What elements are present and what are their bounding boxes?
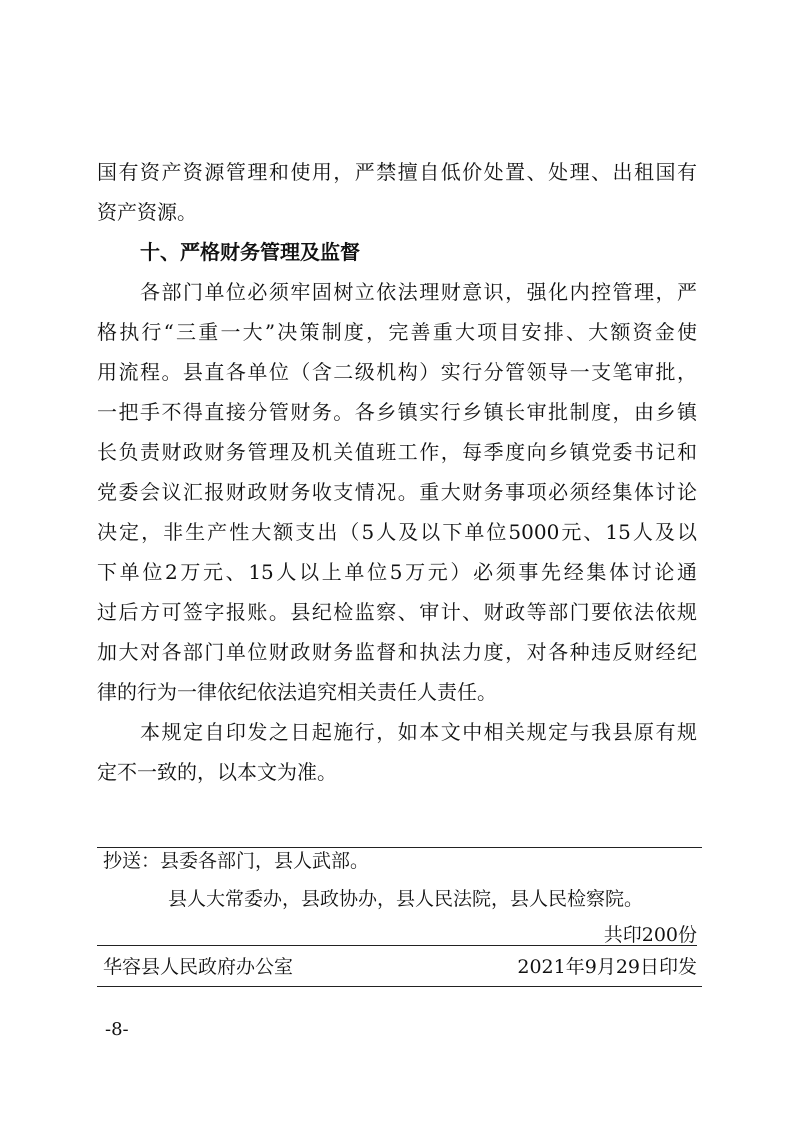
section-heading: 十、严格财务管理及监督 [140, 240, 360, 264]
footer-rule-bottom [97, 986, 702, 987]
paragraph-line: 党委会议汇报财政财务收支情况。重大财务事项必须经集体讨论 [97, 480, 697, 504]
cc-recipients-1: 县委各部门，县人武部。 [160, 850, 370, 872]
paragraph-line: 资产资源。 [97, 200, 197, 224]
issuer: 华容县人民政府办公室 [103, 956, 294, 978]
paragraph-line: 过后方可签字报账。县纪检监察、审计、财政等部门要依法依规 [97, 600, 697, 624]
paragraph-line: 律的行为一律依纪依法追究相关责任人责任。 [97, 680, 497, 704]
paragraph-line: 加大对各部门单位财政财务监督和执法力度，对各种违反财经纪 [97, 640, 697, 664]
cc-row [103, 848, 369, 874]
cc-recipients-2: 县人大常委办，县政协办，县人民法院，县人民检察院。 [168, 888, 644, 910]
paragraph-line: 长负责财政财务管理及机关值班工作，每季度向乡镇党委书记和 [97, 440, 697, 464]
footer-rule-mid [97, 945, 697, 946]
paragraph-line: 下单位2万元、15人以上单位5万元）必须事先经集体讨论通 [97, 560, 697, 584]
paragraph-line: 本规定自印发之日起施行，如本文中相关规定与我县原有规 [140, 720, 697, 744]
paragraph-line: 国有资产资源管理和使用，严禁擅自低价处置、处理、出租国有 [97, 160, 697, 184]
paragraph-line: 定不一致的，以本文为准。 [97, 760, 337, 784]
copies-count: 共印200份 [603, 924, 697, 946]
paragraph-line: 用流程。县直各单位（含二级机构）实行分管领导一支笔审批， [97, 360, 697, 384]
cc-label: 抄送： [103, 850, 161, 872]
paragraph-line: 一把手不得直接分管财务。各乡镇实行乡镇长审批制度，由乡镇 [97, 400, 697, 424]
issue-date: 2021年9月29日印发 [517, 956, 697, 978]
paragraph-line: 决定，非生产性大额支出（5人及以下单位5000元、15人及以 [97, 520, 697, 544]
paragraph-line: 各部门单位必须牢固树立依法理财意识，强化内控管理，严 [140, 280, 697, 304]
paragraph-line: 格执行“三重一大”决策制度，完善重大项目安排、大额资金使 [97, 320, 697, 344]
page-number: -8- [105, 1019, 129, 1040]
